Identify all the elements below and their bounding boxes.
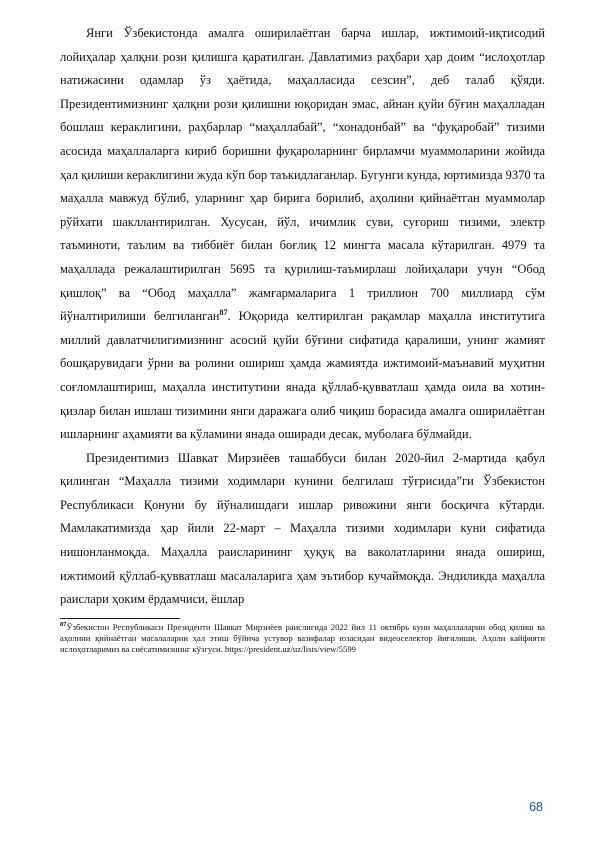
footnote-divider — [60, 618, 180, 619]
paragraph-1 — [60, 22, 545, 447]
footnote-reference[interactable]: 87 — [219, 307, 228, 317]
footnote-number: 87 — [60, 620, 67, 628]
document-page — [60, 22, 545, 655]
page-number: 68 — [529, 800, 543, 814]
footnote-text: Ўзбекистон Республикаси Президенти Шавкат Мирзиёев раислигида 2022 йил 11 октябрь куни маҳаллаларни обод қилиш ва аҳолини қийнаётган масалаларни ҳал этиш бўйича устувор вазифалар юзасидан видеоселектор йиғилиши. Аҳоли кайфияти ислоҳотларимиз ва сиёсатимизнинг кўзгуси. https://president.uz/uz/lists/view/5599 — [60, 621, 545, 655]
paragraph-2-text: Президентимиз Шавкат Мирзиёев ташаббуси билан 2020-йил 2-мартида қабул қилинган “Маҳалла тизими ходимлари кунини белгилаш тўғрисида”ги Ўзбекистон Республикаси Қонуни бу йўналишдаги ишлар ривожини янги босқичга кўтарди. Мамлакатимизда ҳар йили 22-март – Маҳалла тизими ходимлари куни сифатида нишонланмоқда. Маҳалла раисларининг ҳуқуқ ва ваколатларини янада ошириш, ижтимоий қўллаб-қувватлаш масалаларига ҳам эътибор кучаймоқда. Эндиликда маҳалла раислари ҳоким ёрдамчиси, ёшлар — [60, 450, 545, 607]
footnote — [60, 622, 545, 656]
paragraph-1-text-a: Янги Ўзбекистонда амалга оширилаётган барча ишлар, ижтимоий-иқтисодий лойиҳалар ҳалқни рози қилишга қаратилган. Давлатимиз раҳбари ҳар доим “ислоҳотлар натижасини одамлар ўз ҳаётида, маҳалласида сезсин”, деб талаб қўяди. Президентимизнинг ҳалқни рози қилишни юқоридан эмас, айнан қуйи бўғин маҳалладан бошлаш кераклигини, раҳбарлар “маҳаллабай”, “хонадонбай” ва “фуқаробай” тизими асосида маҳаллаларга кириб боришни фуқароларнинг бирламчи муаммоларини жойида ҳал қилиши кераклигини жуда кўп бор таъкидлаганлар. Бугунги кунда, юртимизда 9370 та маҳалла мавжуд бўлиб, уларнинг ҳар бирига борилиб, аҳолини қийнаётган муаммолар рўйхати шакллантирилган. Хусусан, йўл, ичимлик суви, суғориш тизими, электр таъминоти, таълим ва тиббиёт билан боғлиқ 12 мингта масала кўтарилган. 4979 та маҳаллада режалаштирилган 5695 та қурилиш-таъмирлаш лойиҳалари учун “Обод қишлоқ” ва “Обод маҳалла” жамғармаларига 1 триллион 700 миллиард сўм йўналтирилиши белгиланган — [60, 26, 545, 324]
paragraph-2 — [60, 447, 545, 612]
paragraph-1-text-b: . Юқорида келтирилган рақамлар маҳалла институтига миллий давлатчилигимизнинг асосий қуйи бўғини сифатида қаралиши, унинг жамият бошқарувидаги ўрни ва ролини ошириш ҳамда жамиятда ижтимоий-маънавий муҳитни соғломлаштириш, маҳалла институтини янада қўллаб-қувватлаш ҳамда оила ва хотин-қизлар билан ишлаш тизимини янги даражага олиб чиқиш борасида амалга оширилаётган ишларнинг аҳамияти ва кўламини янада оширади десак, муболаға бўлмайди. — [60, 309, 545, 442]
